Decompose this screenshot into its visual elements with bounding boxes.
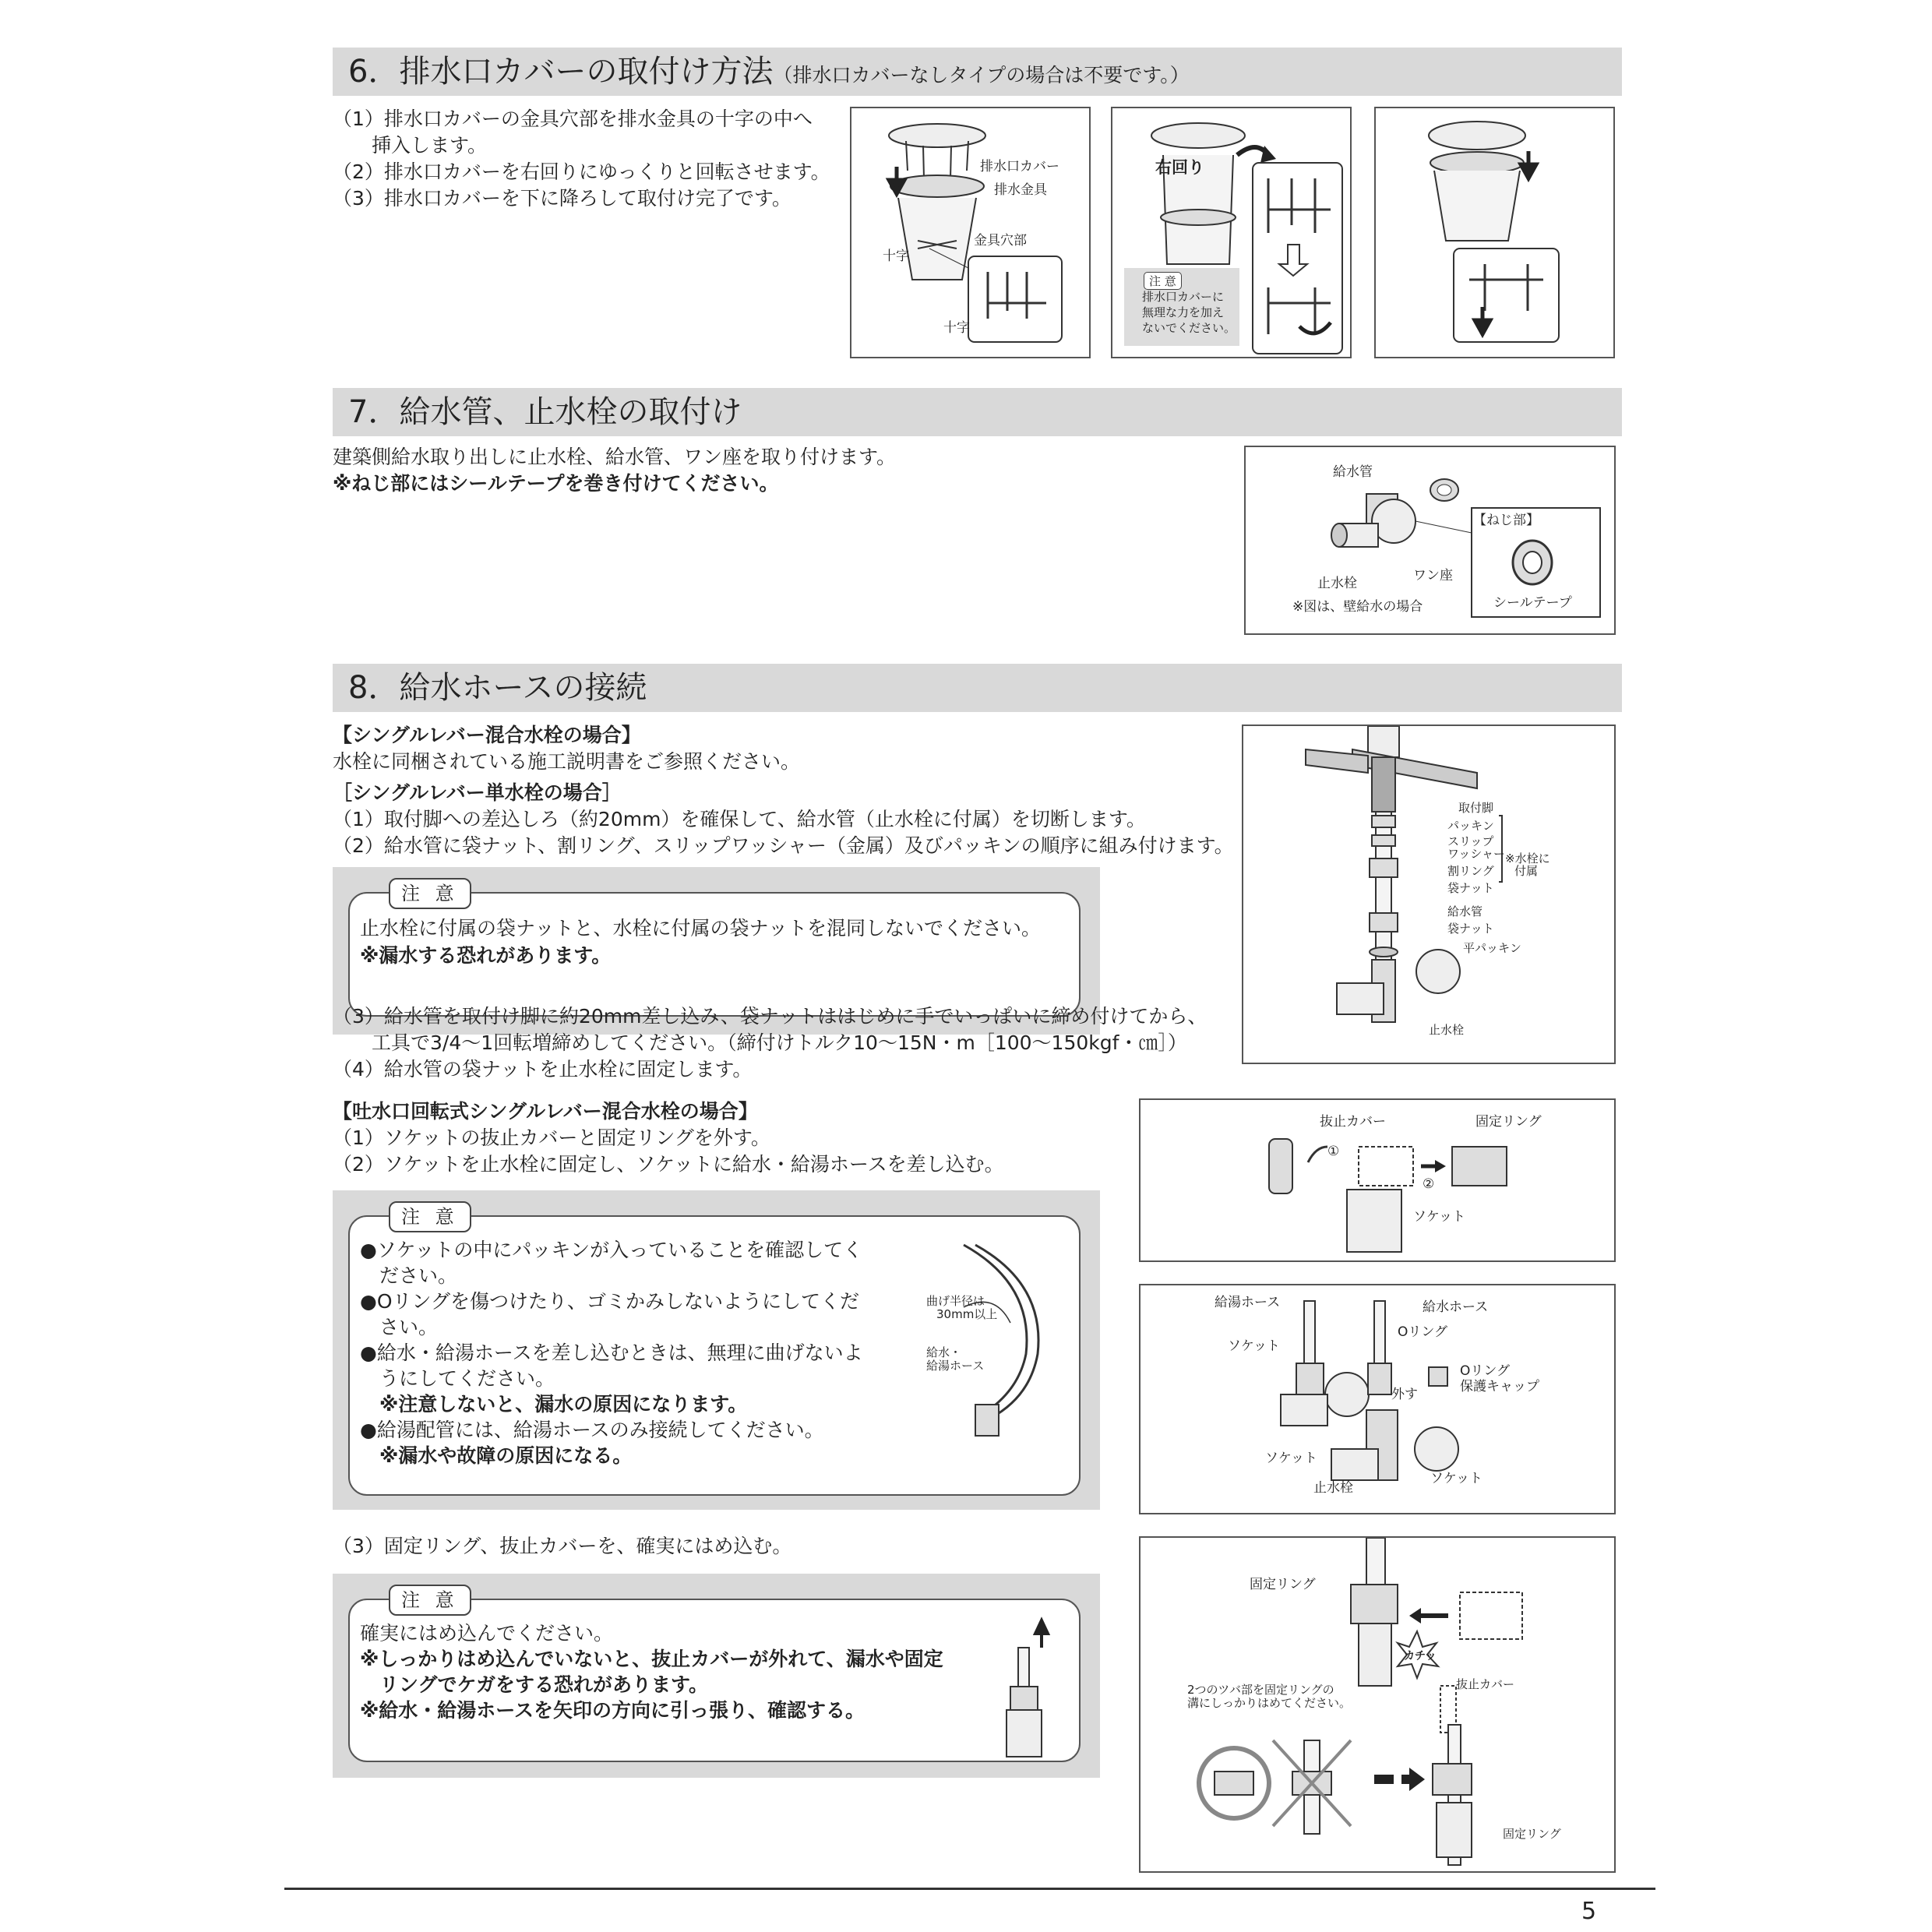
label-retain-cover-d: 抜止カバー bbox=[1456, 1677, 1515, 1691]
s8-single-step-3b: 工具で3/4～1回転増締めしてください。（締付けトルク10～15N・m［100～150kgf・㎝］） bbox=[333, 1031, 1187, 1054]
s6-step-3: （3）排水口カバーを下に降ろして取付け完了です。 bbox=[333, 187, 791, 210]
caution-1-tag: 注 意 bbox=[389, 878, 471, 909]
caution-2-line-3: ●Oリングを傷つけたり、ゴミかみしないようにしてくだ bbox=[360, 1290, 859, 1313]
label-oring-cap-1: Oリング bbox=[1460, 1363, 1511, 1379]
label-attached-2: 付属 bbox=[1514, 864, 1539, 878]
section-7-heading bbox=[333, 388, 1622, 436]
label-packing: パッキン bbox=[1447, 819, 1494, 833]
caution-3-line-3: リングでケガをする恐れがあります。 bbox=[360, 1673, 709, 1696]
hose-bend-drawing bbox=[917, 1237, 1073, 1440]
s8-rotary-step-2: （2）ソケットを止水栓に固定し、ソケットに給水・給湯ホースを差し込む。 bbox=[333, 1153, 1004, 1176]
page-number: 5 bbox=[1581, 1898, 1597, 1925]
label-rotate-right: 右回り bbox=[1155, 158, 1204, 177]
drain-cover-rotate-figure bbox=[1111, 107, 1352, 358]
label-mount-leg: 取付脚 bbox=[1458, 801, 1494, 815]
supply-pipe-valve-figure bbox=[1244, 446, 1616, 635]
label-hot-hose: 給湯ホース bbox=[1215, 1295, 1281, 1310]
label-screw-part: 【ねじ部】 bbox=[1473, 513, 1539, 528]
label-stop-valve: 止水栓 bbox=[1317, 576, 1357, 591]
label-drain-fitting: 排水金具 bbox=[994, 182, 1047, 198]
pull-hose-drawing bbox=[987, 1616, 1065, 1772]
label-split-ring: 割リング bbox=[1447, 864, 1494, 878]
single-lever-assembly-figure bbox=[1242, 724, 1616, 1064]
label-remove: 外す bbox=[1391, 1387, 1418, 1402]
label-cross-2: 十字 bbox=[943, 320, 970, 336]
label-retain-cover: 抜止カバー bbox=[1320, 1114, 1386, 1130]
caution-1-line-1: 止水栓に付属の袋ナットと、水栓に付属の袋ナットを混同しないでください。 bbox=[360, 917, 1042, 940]
s7-line-1: 建築側給水取り出しに止水栓、給水管、ワン座を取り付けます。 bbox=[333, 446, 897, 468]
label-hose-2: 給湯ホース bbox=[926, 1359, 985, 1373]
hose-socket-connection-drawing bbox=[1141, 1285, 1614, 1513]
caution-1-line-2: ※漏水する恐れがあります。 bbox=[360, 944, 612, 967]
section-6-subtitle: （排水口カバーなしタイプの場合は不要です。） bbox=[773, 64, 1190, 86]
s7-line-2: ※ねじ部にはシールテープを巻き付けてください。 bbox=[333, 472, 779, 495]
caution-small-tag: 注 意 bbox=[1144, 272, 1182, 290]
s8-rotary-step-3: （3）固定リング、抜止カバーを、確実にはめ込む。 bbox=[333, 1535, 792, 1557]
footer-rule bbox=[284, 1888, 1655, 1890]
label-socket-b: ソケット bbox=[1413, 1209, 1465, 1225]
s8-rotary-step-1: （1）ソケットの抜止カバーと固定リングを外す。 bbox=[333, 1126, 770, 1149]
caution-3-tag: 注 意 bbox=[389, 1585, 471, 1616]
label-hose-1: 給水・ bbox=[926, 1345, 962, 1359]
caution-small-line-2: 無理な力を加え bbox=[1142, 305, 1225, 319]
label-pipe: 給水管 bbox=[1447, 904, 1483, 918]
s6-step-2: （2）排水口カバーを右回りにゆっくりと回転させます。 bbox=[333, 160, 830, 183]
s8-mixing-text: 水栓に同梱されている施工説明書をご参照ください。 bbox=[333, 750, 801, 773]
drain-cover-insert-drawing bbox=[851, 108, 1089, 357]
caution-3-line-1: 確実にはめ込んでください。 bbox=[360, 1622, 614, 1645]
label-step-circle-2: ② bbox=[1423, 1176, 1435, 1192]
label-wall-supply-note: ※図は、壁給水の場合 bbox=[1292, 599, 1423, 615]
label-cap-nut-2: 袋ナット bbox=[1447, 922, 1494, 936]
section-7-title: 7．給水管、止水栓の取付け bbox=[348, 394, 742, 430]
label-cross-1: 十字 bbox=[883, 249, 909, 264]
label-stop-valve-c: 止水栓 bbox=[1313, 1480, 1353, 1496]
drain-cover-insert-figure bbox=[850, 107, 1091, 358]
caution-2-panel bbox=[333, 1190, 1100, 1510]
caution-2-line-8: ●給湯配管には、給湯ホースのみ接続してください。 bbox=[360, 1419, 824, 1441]
s8-single-step-2: （2）給水管に袋ナット、割リング、スリップワッシャー（金属）及びパッキンの順序に組み付けます。 bbox=[333, 834, 1234, 857]
section-6-title: 6．排水口カバーの取付け方法 bbox=[348, 54, 774, 90]
label-socket-c3: ソケット bbox=[1430, 1471, 1482, 1486]
caution-2-line-6: うにしてください。 bbox=[360, 1367, 555, 1390]
socket-cover-ring-figure bbox=[1139, 1098, 1616, 1262]
drain-cover-lower-figure bbox=[1374, 107, 1615, 358]
caution-2-line-4: さい。 bbox=[360, 1316, 439, 1338]
section-6-heading bbox=[333, 48, 1622, 96]
caution-3-panel bbox=[333, 1574, 1100, 1778]
s8-heading-mixing: 【シングルレバー混合水栓の場合】 bbox=[333, 724, 641, 746]
s8-heading-rotary: 【吐水口回転式シングルレバー混合水栓の場合】 bbox=[333, 1100, 758, 1123]
caution-2-line-5: ●給水・給湯ホースを差し込むときは、無理に曲げないよ bbox=[360, 1341, 863, 1364]
label-seal-tape: シールテープ bbox=[1493, 595, 1572, 611]
caution-2-line-2: ださい。 bbox=[360, 1264, 458, 1287]
s6-step-1b: 挿入します。 bbox=[333, 134, 488, 157]
caution-2-tag: 注 意 bbox=[389, 1201, 471, 1232]
section-8-heading bbox=[333, 664, 1622, 712]
section-8-title: 8．給水ホースの接続 bbox=[348, 670, 647, 706]
label-fix-ring-d2: 固定リング bbox=[1503, 1827, 1561, 1841]
label-drain-cover: 排水口カバー bbox=[980, 159, 1059, 175]
label-bend-radius-2: 30mm以上 bbox=[936, 1307, 998, 1321]
s8-single-step-4: （4）給水管の袋ナットを止水栓に固定します。 bbox=[333, 1058, 753, 1081]
label-stop-valve-a: 止水栓 bbox=[1429, 1023, 1465, 1037]
caution-3-line-4: ※給水・給湯ホースを矢印の方向に引っ張り、確認する。 bbox=[360, 1699, 866, 1722]
drain-cover-lower-drawing bbox=[1376, 108, 1613, 357]
ring-cover-fitting-figure bbox=[1139, 1536, 1616, 1873]
label-click: カチッ bbox=[1404, 1650, 1437, 1662]
caution-small-line-3: ないでください。 bbox=[1142, 321, 1236, 335]
caution-2-line-1: ●ソケットの中にパッキンが入っていることを確認してく bbox=[360, 1239, 863, 1261]
label-bend-radius-1: 曲げ半径は bbox=[926, 1294, 985, 1308]
label-socket-c2: ソケット bbox=[1265, 1451, 1317, 1466]
label-supply-pipe: 給水管 bbox=[1333, 464, 1373, 480]
label-flange-note-2: 溝にしっかりはめてください。 bbox=[1187, 1696, 1352, 1710]
s8-single-step-1: （1）取付脚への差込しろ（約20mm）を確保して、給水管（止水栓に付属）を切断します。 bbox=[333, 808, 1146, 830]
label-attached-1: ※水栓に bbox=[1505, 851, 1550, 866]
label-oring: Oリング bbox=[1398, 1324, 1448, 1340]
label-cold-hose: 給水ホース bbox=[1423, 1299, 1489, 1315]
caution-2-line-7: ※注意しないと、漏水の原因になります。 bbox=[360, 1393, 748, 1416]
hose-socket-connection-figure bbox=[1139, 1284, 1616, 1514]
caution-3-line-2: ※しっかりはめ込んでいないと、抜止カバーが外れて、漏水や固定 bbox=[360, 1648, 943, 1670]
label-flat-packing: 平パッキン bbox=[1463, 941, 1521, 955]
label-oring-cap-2: 保護キャップ bbox=[1460, 1379, 1539, 1394]
label-slip-2: ワッシャー bbox=[1447, 847, 1505, 861]
label-step-circle-1: ① bbox=[1327, 1144, 1340, 1159]
label-fix-ring-d: 固定リング bbox=[1250, 1577, 1316, 1592]
s8-single-step-3a: （3）給水管を取付け脚に約20mm差し込み、袋ナットははじめに手でいっぱいに締め付けてから、 bbox=[333, 1005, 1208, 1028]
label-washer-seat: ワン座 bbox=[1413, 568, 1453, 583]
label-fix-ring: 固定リング bbox=[1475, 1114, 1542, 1130]
label-cap-nut: 袋ナット bbox=[1447, 881, 1494, 895]
s6-step-1a: （1）排水口カバーの金具穴部を排水金具の十字の中へ bbox=[333, 108, 813, 130]
label-fitting-hole: 金具穴部 bbox=[974, 233, 1027, 249]
label-socket-c1: ソケット bbox=[1228, 1338, 1280, 1354]
label-flange-note-1: 2つのツバ部を固定リングの bbox=[1187, 1683, 1334, 1697]
caution-small-line-1: 排水口カバーに bbox=[1142, 290, 1225, 304]
caution-2-line-9: ※漏水や故障の原因になる。 bbox=[360, 1444, 633, 1467]
single-lever-assembly-drawing bbox=[1243, 726, 1614, 1063]
s8-heading-single: ［シングルレバー単水栓の場合］ bbox=[333, 781, 622, 804]
label-slip-1: スリップ bbox=[1447, 834, 1494, 848]
